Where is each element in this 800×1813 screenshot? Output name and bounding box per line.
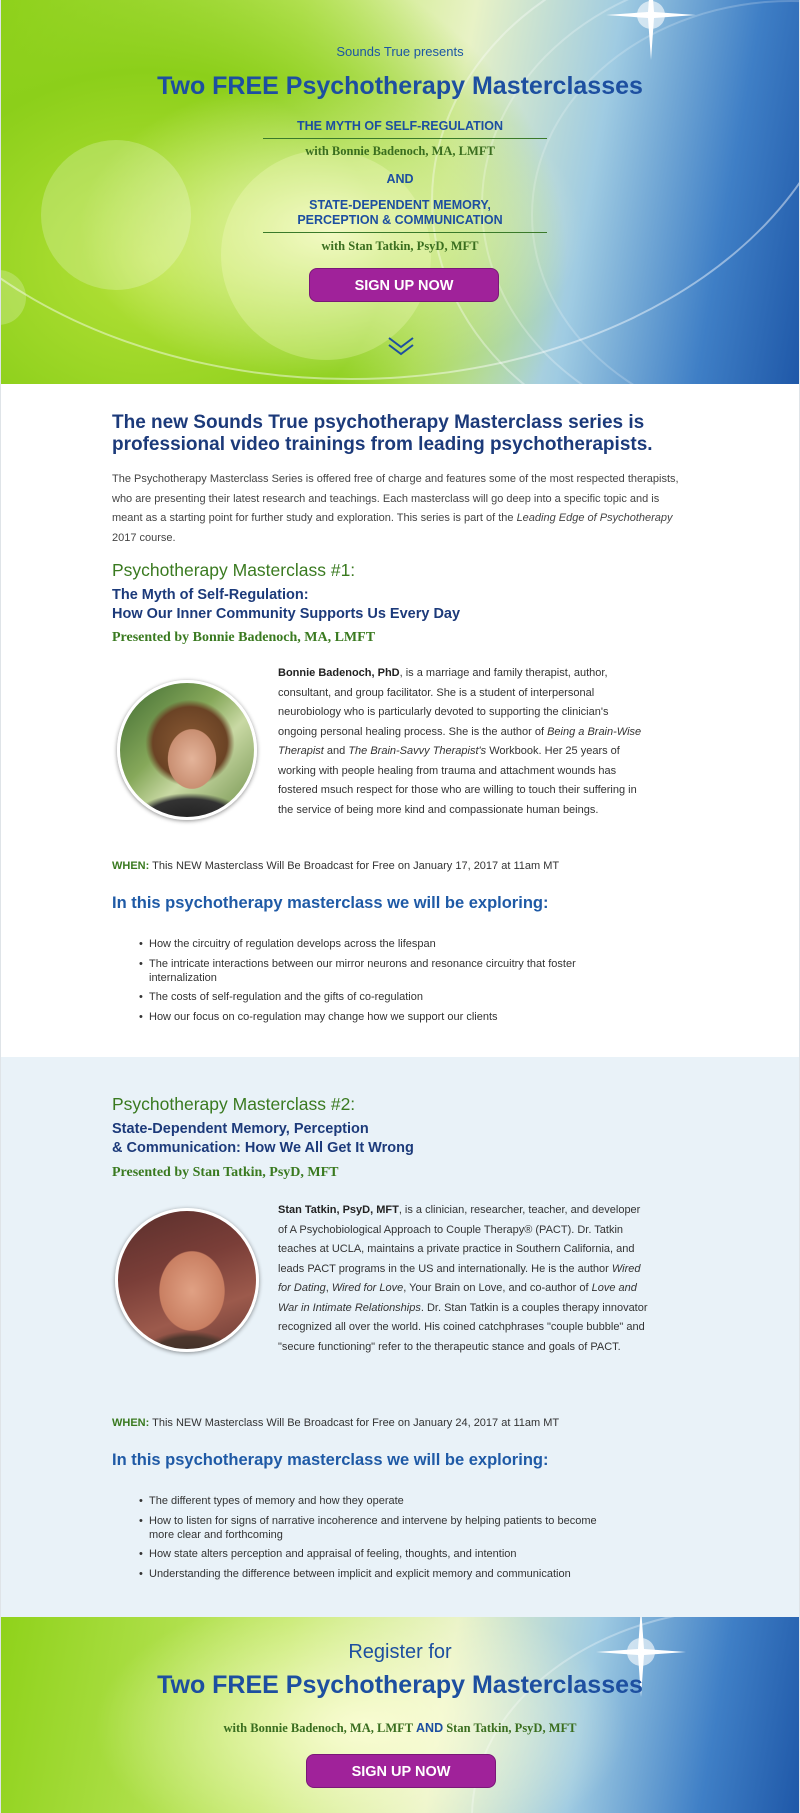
masterclass2-number: Psychotherapy Masterclass #2: <box>112 1094 356 1114</box>
divider <box>263 138 547 139</box>
intro-heading: The new Sounds True psychotherapy Masterclass series is professional video trainings from leading psychotherapists. <box>112 412 653 455</box>
bio-book: The Brain-Savvy Therapist's <box>348 745 487 757</box>
masterclass1-number: Psychotherapy Masterclass #1: <box>112 560 356 580</box>
masterclass1-title <box>112 586 460 624</box>
masterclass1-title-line2: How Our Inner Community Supports Us Every Day <box>112 606 461 622</box>
when-label: WHEN: <box>112 860 150 872</box>
when-label: WHEN: <box>112 1417 150 1429</box>
bio-text: , is a marriage and family therapist, author, consultant, and group facilitator. She is a student of interpersonal neurobiology who is particularly devoted to supporting the clinician's ongoing personal healing process. She is the author of <box>278 667 609 738</box>
when-text: This NEW Masterclass Will Be Broadcast for Free on January 17, 2017 at 11am MT <box>149 860 560 872</box>
register-text: Register for <box>348 1641 452 1663</box>
footer-title: Two FREE Psychotherapy Masterclasses <box>157 1671 643 1699</box>
stan-tatkin-avatar <box>115 1208 259 1352</box>
masterclass2-explore-heading: In this psychotherapy masterclass we will be exploring: <box>112 1451 549 1469</box>
intro-paragraph <box>112 470 692 548</box>
list-item: • The intricate interactions between our mirror neurons and resonance circuitry that foster internalization <box>139 957 609 985</box>
bio-name: Bonnie Badenoch, PhD <box>278 667 400 679</box>
masterclass1-when <box>112 860 559 872</box>
masterclass1-explore-heading: In this psychotherapy masterclass we will be exploring: <box>112 894 549 912</box>
list-item: • How to listen for signs of narrative incoherence and intervene by helping patients to become more clear and forthcoming <box>139 1514 609 1542</box>
list-item: • Understanding the difference between implicit and explicit memory and communication <box>139 1567 609 1581</box>
class2-title-line2: PERCEPTION & COMMUNICATION <box>297 213 503 227</box>
masterclass2-bio <box>278 1201 648 1357</box>
bio-text: Workbook. Her 25 years of working with people healing from trauma and attachment wounds has fostered msuch respect for those who are willing to touch their suffering in the service of being more kind and compassionate human beings. <box>278 745 637 816</box>
bonnie-badenoch-avatar <box>117 680 257 820</box>
hero-banner <box>1 0 799 384</box>
masterclass2-title-line2: & Communication: How We All Get It Wrong <box>112 1140 414 1156</box>
class2-title-line1: STATE-DEPENDENT MEMORY, <box>309 198 491 212</box>
presenter-1: with Bonnie Badenoch, MA, LMFT <box>223 1721 413 1735</box>
intro-text: The Psychotherapy Masterclass Series is offered free of charge and features some of the most respected therapists, who are presenting their latest research and teachings. Each masterclass will go deep into a specific topic and is meant as a starting point for further study and exploration. This series is part of the <box>112 473 679 524</box>
bio-text: and <box>323 745 349 757</box>
masterclass2-topics <box>139 1494 609 1586</box>
hero-title: Two FREE Psychotherapy Masterclasses <box>157 72 643 100</box>
class2-presenter: with Stan Tatkin, PsyD, MFT <box>321 239 479 253</box>
presenter-2: Stan Tatkin, PsyD, MFT <box>446 1721 577 1735</box>
presents-text: Sounds True presents <box>336 44 464 59</box>
masterclass2-title-line1: State-Dependent Memory, Perception <box>112 1121 369 1137</box>
list-item: • The different types of memory and how they operate <box>139 1494 609 1508</box>
bio-text: . Dr. Stan Tatkin is a couples therapy innovator recognized all over the world. His coined catchphrases "couple bubble" and "secure functioning" refer to the therapeutic stance and goals of PACT. <box>278 1301 648 1353</box>
masterclass1-presenter: Presented by Bonnie Badenoch, MA, LMFT <box>112 630 376 645</box>
list-item: • How our focus on co-regulation may change how we support our clients <box>139 1010 609 1024</box>
double-chevron-down-icon[interactable] <box>387 335 415 357</box>
bio-book: Wired for Dating <box>278 1262 641 1294</box>
bio-book: Wired for Love <box>331 1282 404 1294</box>
bio-book: Love and War in Intimate Relationships <box>278 1282 637 1314</box>
bio-text: , Your Brain on Love, and co-author of <box>403 1282 592 1294</box>
footer-banner <box>1 1617 799 1813</box>
masterclass1-title-line1: The Myth of Self-Regulation: <box>112 587 309 603</box>
class1-presenter: with Bonnie Badenoch, MA, LMFT <box>305 144 495 158</box>
list-item: • The costs of self-regulation and the gifts of co-regulation <box>139 990 609 1004</box>
class2-title <box>1 198 799 228</box>
bio-book: Being a Brain-Wise Therapist <box>278 725 642 757</box>
masterclass1-bio <box>278 664 648 820</box>
bio-name: Stan Tatkin, PsyD, MFT <box>278 1204 399 1216</box>
sign-up-button[interactable]: SIGN UP NOW <box>309 268 499 302</box>
intro-text-end: 2017 course. <box>112 531 176 544</box>
and-text: AND <box>416 1721 444 1735</box>
class1-title: THE MYTH OF SELF-REGULATION <box>296 119 503 133</box>
bio-text: , <box>325 1282 332 1294</box>
footer-presenters <box>1 1721 799 1736</box>
bio-text: , is a clinician, researcher, teacher, and developer of A Psychobiological Approach to Couple Therapy® (PACT). Dr. Tatkin teaches at UCLA, maintains a private practice in Southern California, and leads PACT programs in the US and internationally. He is the author <box>278 1204 641 1275</box>
divider <box>263 232 547 233</box>
footer-sign-up-button[interactable]: SIGN UP NOW <box>306 1754 496 1788</box>
when-text: This NEW Masterclass Will Be Broadcast for Free on January 24, 2017 at 11am MT <box>149 1417 560 1429</box>
masterclass2-title <box>112 1120 414 1158</box>
masterclass1-topics <box>139 937 609 1029</box>
list-item: • How the circuitry of regulation develops across the lifespan <box>139 937 609 951</box>
masterclass2-presenter: Presented by Stan Tatkin, PsyD, MFT <box>112 1165 339 1180</box>
list-item: • How state alters perception and appraisal of feeling, thoughts, and intention <box>139 1547 609 1561</box>
masterclass2-when <box>112 1417 559 1429</box>
and-text: AND <box>386 172 414 186</box>
intro-course-name: Leading Edge of Psychotherapy <box>516 512 673 524</box>
